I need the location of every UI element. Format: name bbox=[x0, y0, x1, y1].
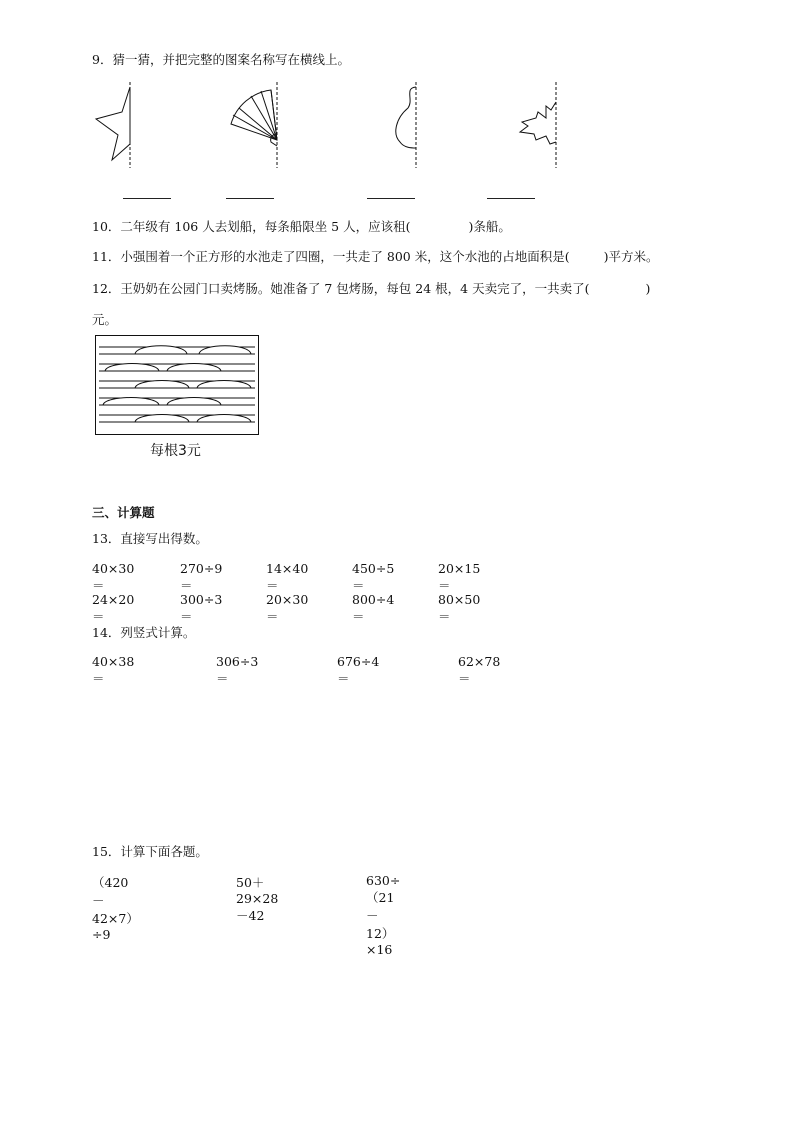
half-fan-figure bbox=[225, 82, 285, 172]
q13-item: 300÷3＝ bbox=[180, 592, 223, 624]
q14-item: 306÷3＝ bbox=[216, 654, 259, 686]
q12-line2: 元。 bbox=[92, 312, 118, 327]
answer-line-3[interactable] bbox=[367, 198, 415, 199]
answer-line-2[interactable] bbox=[226, 198, 274, 199]
section-title: 三、计算题 bbox=[92, 505, 155, 520]
q12-line1 bbox=[92, 279, 650, 297]
q13-item: 24×20＝ bbox=[92, 592, 135, 624]
q13-item: 800÷4＝ bbox=[352, 592, 395, 624]
q11-text bbox=[92, 247, 658, 265]
sausage-picture bbox=[95, 335, 259, 435]
q15-item: 50＋29×28－42 bbox=[236, 875, 279, 923]
half-vase-figure bbox=[390, 82, 430, 172]
q9-text: 9．猜一猜，并把完整的图案名称写在横线上。 bbox=[92, 52, 350, 67]
q12-after: ) bbox=[645, 281, 651, 296]
sausage-price-caption: 每根3元 bbox=[150, 443, 201, 459]
q14-title: 14．列竖式计算。 bbox=[92, 625, 196, 640]
q13-item: 14×40＝ bbox=[266, 561, 309, 593]
q13-item: 80×50＝ bbox=[438, 592, 481, 624]
q13-item: 20×15＝ bbox=[438, 561, 481, 593]
q10-after: )条船。 bbox=[468, 219, 511, 234]
q11-before: 11．小强围着一个正方形的水池走了四圈，一共走了 800 米，这个水池的占地面积是( bbox=[92, 249, 570, 264]
q13-item: 20×30＝ bbox=[266, 592, 309, 624]
answer-line-4[interactable] bbox=[487, 198, 535, 199]
q15-title: 15．计算下面各题。 bbox=[92, 844, 208, 859]
half-star-figure bbox=[92, 82, 142, 172]
q13-item: 270÷9＝ bbox=[180, 561, 223, 593]
q12-before: 12．王奶奶在公园门口卖烤肠。她准备了 7 包烤肠，每包 24 根，4 天卖完了，一共卖了( bbox=[92, 281, 590, 296]
q15-item: 630÷（21－12）×16 bbox=[366, 873, 401, 957]
answer-line-1[interactable] bbox=[123, 198, 171, 199]
q15-item: （420－42×7）÷9 bbox=[92, 875, 139, 942]
q10-before: 10．二年级有 106 人去划船，每条船限坐 5 人，应该租( bbox=[92, 219, 411, 234]
q13-item: 450÷5＝ bbox=[352, 561, 395, 593]
q10-text bbox=[92, 217, 511, 235]
q14-item: 40×38＝ bbox=[92, 654, 135, 686]
q11-after: )平方米。 bbox=[603, 249, 659, 264]
q13-item: 40×30＝ bbox=[92, 561, 135, 593]
q14-item: 676÷4＝ bbox=[337, 654, 380, 686]
q13-title: 13．直接写出得数。 bbox=[92, 531, 208, 546]
half-maple-leaf-figure bbox=[516, 82, 566, 172]
q14-item: 62×78＝ bbox=[458, 654, 501, 686]
